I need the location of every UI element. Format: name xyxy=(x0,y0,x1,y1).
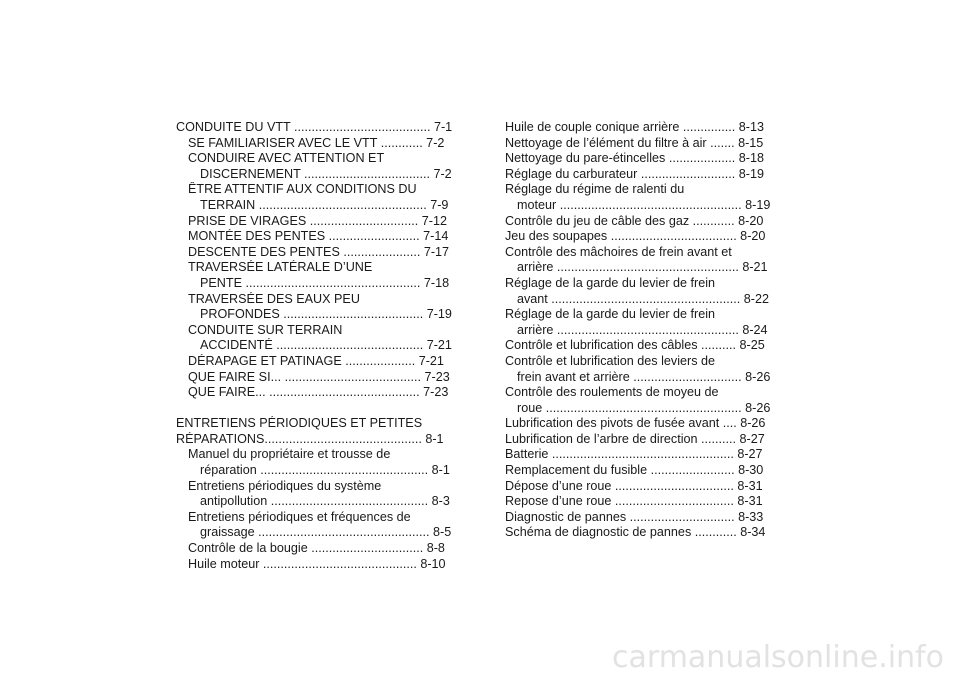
toc-entry: moteur .................................................... 8-19 xyxy=(517,197,771,212)
toc-entry: Lubrification de l’arbre de direction .......... 8-27 xyxy=(505,431,765,446)
toc-entry: Remplacement du fusible ........................ 8-30 xyxy=(505,463,764,478)
toc-entry: Réglage du carburateur ........................... 8-19 xyxy=(505,166,764,181)
toc-entry: arrière .................................................... 8-21 xyxy=(517,260,768,275)
toc-entry: frein avant et arrière ............................... 8-26 xyxy=(517,369,771,384)
toc-entry: Huile moteur ............................................ 8-10 xyxy=(188,556,446,571)
toc-entry: ÊTRE ATTENTIF AUX CONDITIONS DU xyxy=(188,182,417,197)
toc-entry: Manuel du propriétaire et trousse de xyxy=(188,447,391,462)
toc-entry: QUE FAIRE SI... ....................................... 7-23 xyxy=(188,369,450,384)
toc-entry: antipollution ............................................. 8-3 xyxy=(200,494,450,509)
toc-entry: QUE FAIRE... ........................................... 7-23 xyxy=(188,385,449,400)
toc-entry: PENTE .................................................. 7-18 xyxy=(200,275,450,290)
toc-entry: arrière .................................................... 8-24 xyxy=(517,322,768,337)
toc-entry: Contrôle des mâchoires de frein avant et xyxy=(505,244,732,259)
toc-entry: DESCENTE DES PENTES ...................... 7-17 xyxy=(188,244,450,259)
toc-entry: PRISE DE VIRAGES ............................... 7-12 xyxy=(188,213,447,228)
toc-entry: graissage ................................................. 8-5 xyxy=(200,525,452,540)
toc-entry: Entretiens périodiques du système xyxy=(188,478,382,493)
toc-entry: DÉRAPAGE ET PATINAGE .................... 7-21 xyxy=(188,353,444,368)
toc-entry: roue ........................................................ 8-26 xyxy=(517,400,771,415)
toc-entry: Dépose d’une roue .................................. 8-31 xyxy=(505,478,763,493)
toc-entry: Réglage de la garde du levier de frein xyxy=(505,275,716,290)
toc-entry: Réglage de la garde du levier de frein xyxy=(505,307,716,322)
toc-entry: ENTRETIENS PÉRIODIQUES ET PETITES xyxy=(176,416,423,431)
toc-entry: CONDUITE DU VTT ....................................... 7-1 xyxy=(176,120,453,134)
site-watermark: carmanualsonline.info xyxy=(612,640,944,675)
toc-entry: Huile de couple conique arrière ............... 8-13 xyxy=(505,120,765,134)
toc-entry: Entretiens périodiques et fréquences de xyxy=(188,509,411,524)
toc-entry: MONTÉE DES PENTES .......................... 7-14 xyxy=(188,229,449,244)
toc-entry: TRAVERSÉE DES EAUX PEU xyxy=(188,291,360,306)
toc-entry: TERRAIN ................................................ 7-9 xyxy=(200,197,449,212)
toc-entry: DISCERNEMENT .................................... 7-2 xyxy=(200,166,452,181)
toc-entry: Nettoyage du pare-étincelles ................... 8-18 xyxy=(505,151,765,166)
toc-entry: Lubrification des pivots de fusée avant .... 8-26 xyxy=(505,416,766,431)
toc-entry: Contrôle des roulements de moyeu de xyxy=(505,385,719,400)
toc-entry: Repose d’une roue .................................. 8-31 xyxy=(505,494,763,509)
toc-right-column xyxy=(505,120,775,541)
toc-entry: RÉPARATIONS............................................. 8-1 xyxy=(176,431,444,446)
toc-entry: Batterie .................................................... 8-27 xyxy=(505,447,763,462)
toc-spacer xyxy=(176,401,462,417)
toc-entry: ACCIDENTÉ .......................................... 7-21 xyxy=(200,338,452,353)
toc-entry: CONDUITE SUR TERRAIN xyxy=(188,322,343,337)
toc-entry: SE FAMILIARISER AVEC LE VTT ............ 7-2 xyxy=(188,135,445,150)
toc-entry: TRAVERSÉE LATÉRALE D’UNE xyxy=(188,260,373,275)
toc-entry: Schéma de diagnostic de pannes ............ 8-34 xyxy=(505,525,766,540)
toc-left-column xyxy=(176,120,462,572)
toc-entry: Nettoyage de l’élément du filtre à air ....... 8-15 xyxy=(505,135,764,150)
toc-entry: réparation ................................................ 8-1 xyxy=(200,463,450,478)
toc-entry: PROFONDES ........................................ 7-19 xyxy=(200,307,452,322)
toc-entry: avant ...................................................... 8-22 xyxy=(517,291,769,306)
toc-entry: CONDUIRE AVEC ATTENTION ET xyxy=(188,151,385,166)
toc-entry: Contrôle et lubrification des câbles .......... 8-25 xyxy=(505,338,765,353)
toc-entry: Contrôle de la bougie ................................ 8-8 xyxy=(188,541,445,556)
toc-entry: Jeu des soupapes .................................... 8-20 xyxy=(505,229,766,244)
toc-entry: Diagnostic de pannes .............................. 8-33 xyxy=(505,509,764,524)
toc-entry: Contrôle et lubrification des leviers de xyxy=(505,353,716,368)
toc-entry: Réglage du régime de ralenti du xyxy=(505,182,685,197)
toc-entry: Contrôle du jeu de câble des gaz ............ 8-20 xyxy=(505,213,764,228)
